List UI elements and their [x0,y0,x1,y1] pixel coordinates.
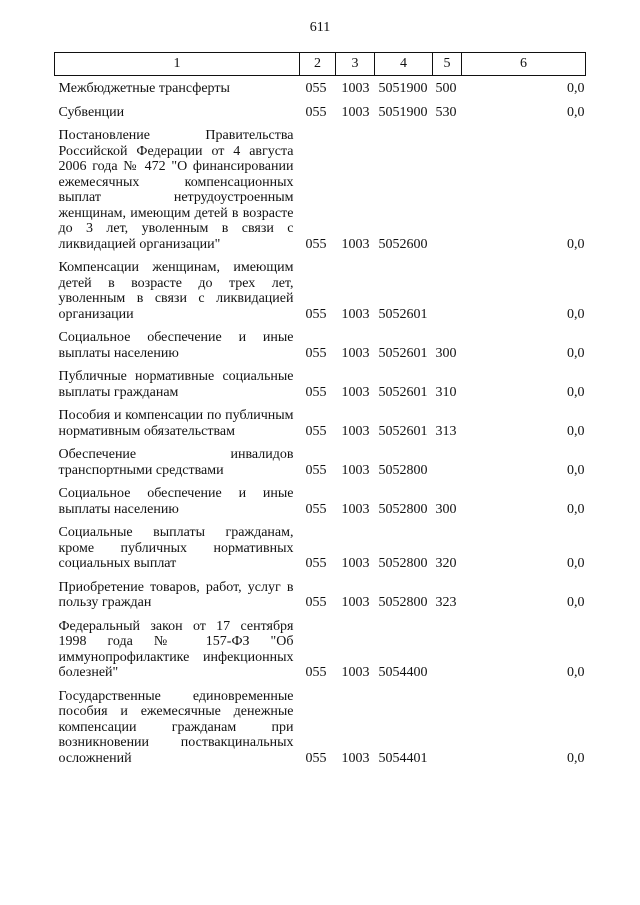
row-amount: 0,0 [567,556,585,571]
table-row [55,322,586,361]
row-col3: 1003 [341,423,370,439]
table-row [55,252,586,322]
row-name: Обеспечение инвалидов транспортными средствами [58,447,294,478]
table-row [55,517,586,572]
header-col-2: 2 [300,53,336,76]
row-col5: 530 [435,104,457,120]
row-col5: 300 [435,345,457,361]
table-row [55,439,586,478]
row-col2: 055 [305,595,327,610]
row-col2: 055 [305,236,327,252]
row-col4: 5052601 [378,384,428,400]
table-row [55,361,586,400]
row-col5 [433,681,462,767]
row-col5: 313 [435,423,457,439]
row-amount: 0,0 [567,236,585,252]
table-header-row [55,53,586,76]
header-col-6: 6 [462,53,586,76]
row-col5 [433,252,462,322]
row-col5: 300 [435,501,457,517]
row-name: Субвенции [58,104,125,120]
table-row [55,681,586,767]
row-col3: 1003 [341,665,370,680]
row-name: Социальные выплаты гражданам, кроме публичных нормативных социальных выплат [58,525,294,571]
row-col3: 1003 [341,501,370,517]
header-col-3: 3 [336,53,375,76]
row-amount: 0,0 [567,384,585,400]
row-col2: 055 [305,501,327,517]
row-col4: 5052800 [378,462,428,478]
table-row [55,572,586,611]
row-name: Межбюджетные трансферты [58,81,230,96]
row-col3: 1003 [341,236,370,252]
row-col3: 1003 [341,750,370,766]
row-amount: 0,0 [567,462,585,478]
row-col4: 5054400 [378,665,428,680]
header-col-5: 5 [433,53,462,76]
row-col5 [433,439,462,478]
row-col4: 5052601 [378,306,428,322]
row-col2: 055 [305,750,327,766]
row-name: Государственные единовременные пособия и ежемесячные денежные компенсации гражданам при возникновении поствакцинальных осложнений [58,688,294,766]
budget-table [54,52,586,766]
row-col2: 055 [305,384,327,400]
table-row [55,611,586,681]
row-name: Социальное обеспечение и иные выплаты населению [58,486,294,517]
row-col4: 5051900 [378,104,428,120]
row-col4: 5052601 [378,423,428,439]
row-col5 [433,120,462,252]
row-col3: 1003 [341,384,370,400]
header-col-1: 1 [55,53,300,76]
row-col3: 1003 [341,556,370,571]
table-row [55,97,586,121]
row-amount: 0,0 [567,306,585,322]
row-col4: 5052800 [378,501,428,517]
row-col5: 310 [435,384,457,400]
row-amount: 0,0 [567,501,585,517]
row-name: Постановление Правительства Российской Федерации от 4 августа 2006 года № 472 "О финансировании ежемесячных компенсационных выплат нетрудоустроенным женщинам, имеющим детей в возрасте до 3 лет, уволенным в связи с ликвидацией организации" [58,128,294,252]
row-name: Компенсации женщинам, имеющим детей в возрасте до трех лет, уволенным в связи с ликвидацией организации [58,260,294,322]
row-col2: 055 [305,556,327,571]
table-row [55,400,586,439]
row-col4: 5052800 [378,595,428,610]
row-col2: 055 [305,81,327,96]
row-col3: 1003 [341,345,370,361]
row-amount: 0,0 [567,423,585,439]
row-name: Федеральный закон от 17 сентября 1998 года № 157-ФЗ "Об иммунопрофилактике инфекционных болезней" [58,618,294,680]
row-col2: 055 [305,104,327,120]
table-row [55,76,586,97]
row-col5: 323 [435,595,457,610]
row-col2: 055 [305,665,327,680]
page-number: 611 [309,20,331,35]
row-col4: 5051900 [378,81,428,96]
row-col4: 5054401 [378,750,428,766]
row-col3: 1003 [341,306,370,322]
table-row [55,120,586,252]
row-amount: 0,0 [567,750,585,766]
row-col3: 1003 [341,81,370,96]
row-col4: 5052601 [378,345,428,361]
row-col5: 500 [435,81,457,96]
table-row [55,478,586,517]
row-col3: 1003 [341,462,370,478]
row-col3: 1003 [341,104,370,120]
row-col5: 320 [435,556,457,571]
row-col2: 055 [305,462,327,478]
row-col2: 055 [305,423,327,439]
row-name: Приобретение товаров, работ, услуг в пользу граждан [58,579,294,610]
row-name: Пособия и компенсации по публичным нормативным обязательствам [58,408,294,439]
row-amount: 0,0 [567,345,585,361]
row-col2: 055 [305,345,327,361]
row-amount: 0,0 [567,665,585,680]
header-col-4: 4 [375,53,433,76]
row-amount: 0,0 [567,595,585,610]
row-col2: 055 [305,306,327,322]
row-col3: 1003 [341,595,370,610]
row-name: Публичные нормативные социальные выплаты гражданам [58,369,294,400]
row-amount: 0,0 [567,81,585,96]
row-col4: 5052800 [378,556,428,571]
row-col4: 5052600 [378,236,428,252]
row-col5 [433,611,462,681]
row-amount: 0,0 [567,104,585,120]
row-name: Социальное обеспечение и иные выплаты населению [58,330,294,361]
